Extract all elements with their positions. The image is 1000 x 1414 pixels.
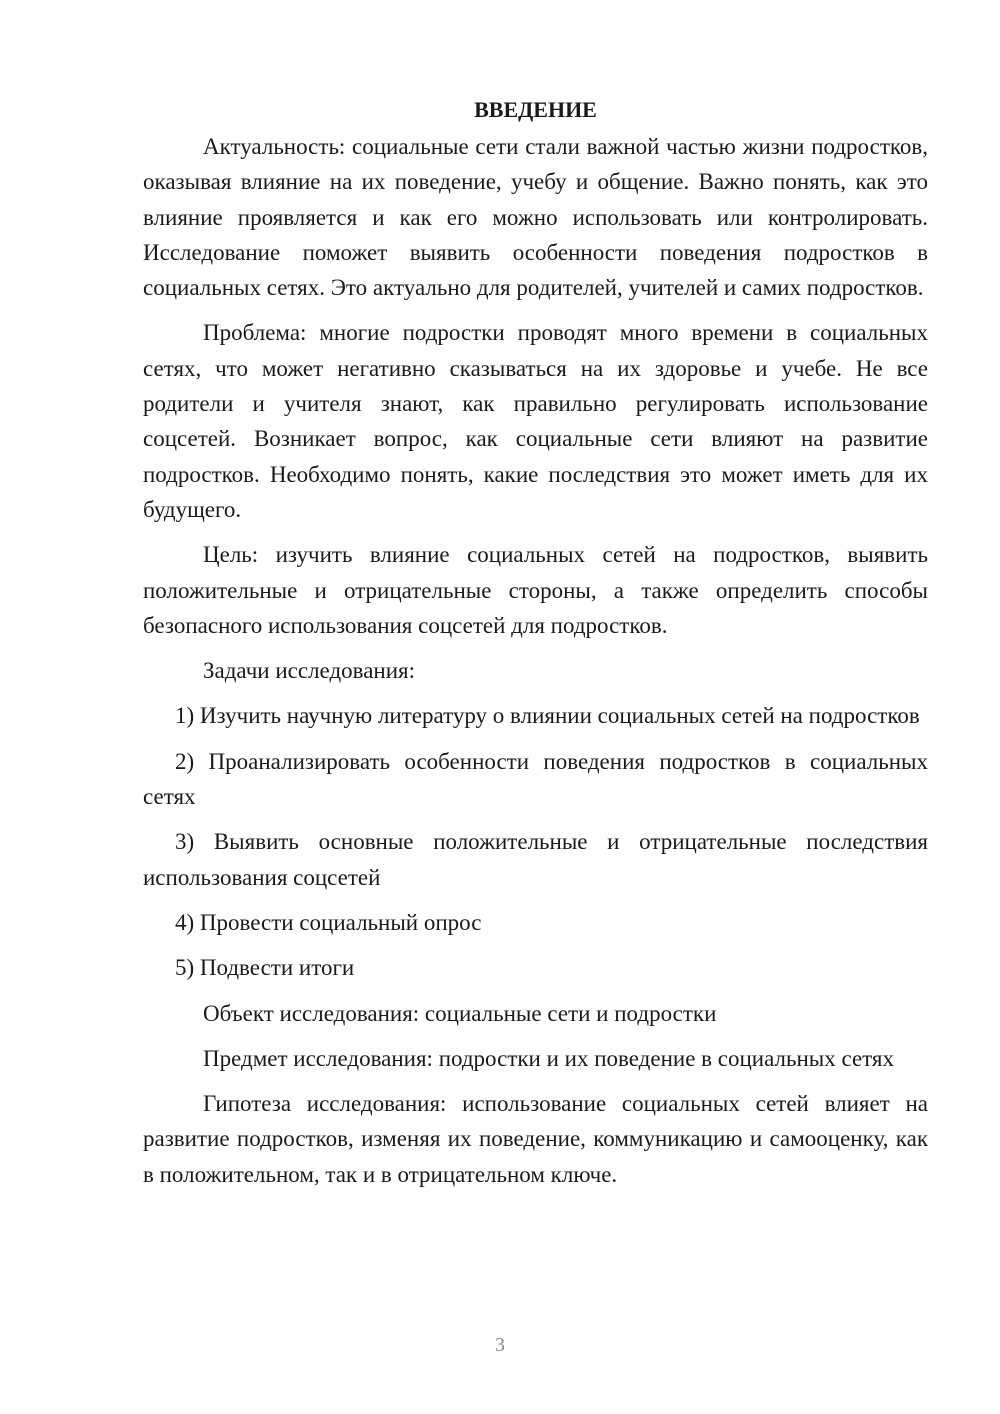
section-title: ВВЕДЕНИЕ bbox=[474, 97, 597, 122]
document-page bbox=[143, 92, 928, 1202]
tasks-heading: Задачи исследования: bbox=[203, 658, 416, 684]
page-number: 3 bbox=[495, 1334, 505, 1356]
task-item-5: 5) Подвести итоги bbox=[175, 955, 355, 981]
paragraph-problem: Проблема: многие подростки проводят много времени в социальных сетях, что может негативно сказываться на их здоровье и учебе. Не все родители и учителя знают, как правильно регулировать использование соцсетей. Возникает вопрос, как социальные сети влияют на развитие подростков. Необходимо понять, какие последствия это может иметь для их будущего. bbox=[143, 320, 928, 522]
paragraph-object: Объект исследования: социальные сети и подростки bbox=[203, 1000, 717, 1026]
paragraph-relevance: Актуальность: социальные сети стали важной частью жизни подростков, оказывая влияние на их поведение, учебу и общение. Важно понять, как это влияние проявляется и как его можно использовать или контролировать. Исследование поможет выявить особенности поведения подростков в социальных сетях. Это актуально для родителей, учителей и самих подростков. bbox=[143, 134, 928, 301]
task-item-1: 1) Изучить научную литературу о влиянии социальных сетей на подростков bbox=[175, 703, 920, 729]
paragraph-goal: Цель: изучить влияние социальных сетей на подростков, выявить положительные и отрицательные стороны, а также определить способы безопасного использования соцсетей для подростков. bbox=[143, 542, 928, 638]
task-item-3: 3) Выявить основные положительные и отрицательные последствия использования соцсетей bbox=[143, 829, 928, 890]
task-item-4: 4) Провести социальный опрос bbox=[175, 909, 482, 935]
paragraph-hypothesis: Гипотеза исследования: использование социальных сетей влияет на развитие подростков, изменяя их поведение, коммуникацию и самооценку, как в положительном, так и в отрицательном ключе. bbox=[143, 1091, 928, 1187]
task-item-2: 2) Проанализировать особенности поведения подростков в социальных сетях bbox=[143, 748, 928, 810]
paragraph-subject: Предмет исследования: подростки и их поведение в социальных сетях bbox=[203, 1045, 894, 1071]
